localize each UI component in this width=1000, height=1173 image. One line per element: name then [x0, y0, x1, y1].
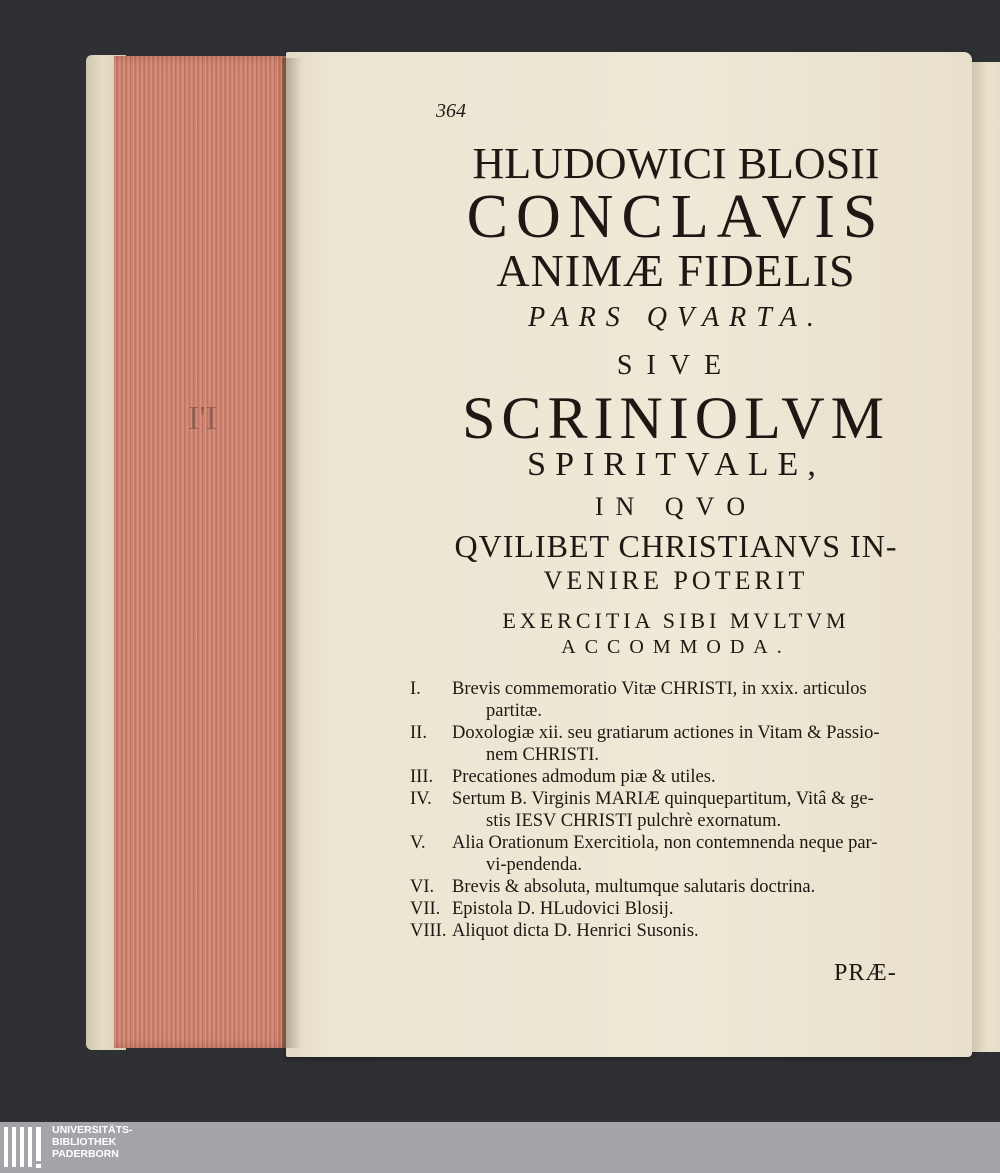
- logo-line: UNIVERSITÄTS-: [52, 1124, 133, 1136]
- contents-item-number: III.: [410, 767, 434, 787]
- contents-item-text: [452, 788, 950, 832]
- title-line-3: ANIMÆ FIDELIS: [496, 245, 856, 296]
- university-library-logo-icon: [2, 1125, 46, 1171]
- contents-item-line: vi-pendenda.: [486, 855, 583, 875]
- contents-item-text: [452, 722, 950, 766]
- contents-item-line: stis IESV CHRISTI pulchrè exornatum.: [486, 811, 782, 831]
- contents-item-number: VIII.: [410, 921, 447, 941]
- title-line-10: VENIRE POTERIT: [543, 566, 809, 595]
- contents-item-line: Doxologiæ xii. seu gratiarum actiones in Vitam & Passio-: [452, 723, 880, 743]
- title-line-12: ACCOMMODA.: [561, 636, 791, 658]
- contents-item: [410, 788, 950, 832]
- contents-item-text: [452, 876, 950, 898]
- contents-item-text: [452, 678, 950, 722]
- contents-item: [410, 766, 950, 788]
- title-line-8: IN QVO: [594, 492, 758, 521]
- contents-item-number: II.: [410, 723, 427, 743]
- title-line-4: PARS QVARTA.: [528, 302, 824, 333]
- edge-mark: I'I: [188, 400, 217, 437]
- contents-item-line: nem CHRISTI.: [486, 745, 600, 765]
- contents-item-line: partitæ.: [486, 701, 543, 721]
- library-logo-text: [52, 1124, 133, 1160]
- title-line-7: SPIRITVALE,: [527, 446, 825, 483]
- title-line-6: SCRINIOLVM: [462, 385, 890, 451]
- contents-item-line: Precationes admodum piæ & utiles.: [452, 767, 716, 787]
- contents-item-line: Epistola D. HLudovici Blosij.: [452, 899, 674, 919]
- contents-item-number: VII.: [410, 899, 441, 919]
- title-line-1: HLUDOWICI BLOSII: [472, 139, 880, 188]
- contents-item-line: Alia Orationum Exercitiola, non contemnenda neque par-: [452, 833, 878, 853]
- contents-item-text: [452, 832, 950, 876]
- contents-item: [410, 920, 950, 942]
- catchword: PRÆ-: [834, 960, 897, 986]
- logo-line: BIBLIOTHEK: [52, 1136, 117, 1148]
- contents-item-line: Brevis & absoluta, multumque salutaris doctrina.: [452, 877, 816, 897]
- contents-item: [410, 898, 950, 920]
- title-line-11: EXERCITIA SIBI MVLTVM: [502, 608, 850, 633]
- contents-item-number: IV.: [410, 789, 432, 809]
- contents-item-number: V.: [410, 833, 426, 853]
- contents-item-text: [452, 920, 950, 942]
- contents-item-line: Sertum B. Virginis MARIÆ quinquepartitum, Vitâ & ge-: [452, 789, 874, 809]
- gutter-shadow: [282, 58, 302, 1048]
- contents-item: [410, 876, 950, 898]
- contents-list: [410, 678, 950, 942]
- logo-line: PADERBORN: [52, 1148, 119, 1160]
- contents-item: [410, 678, 950, 722]
- contents-item-text: [452, 898, 950, 920]
- title-line-5: SIVE: [616, 350, 736, 381]
- contents-item: [410, 832, 950, 876]
- page-block-edges: [114, 56, 290, 1048]
- title-line-9: QVILIBET CHRISTIANVS IN-: [454, 528, 898, 564]
- page-number: 364: [436, 100, 466, 122]
- contents-item-line: Brevis commemoratio Vitæ CHRISTI, in xxix. articulos: [452, 679, 867, 699]
- contents-item-line: Aliquot dicta D. Henrici Susonis.: [452, 921, 699, 941]
- contents-item-number: I.: [410, 679, 421, 699]
- title-line-2: CONCLAVIS: [466, 183, 886, 251]
- contents-item-number: VI.: [410, 877, 435, 897]
- contents-item: [410, 722, 950, 766]
- footer-bar: [0, 1122, 1000, 1173]
- next-page-edge: [972, 62, 1000, 1052]
- contents-item-text: [452, 766, 950, 788]
